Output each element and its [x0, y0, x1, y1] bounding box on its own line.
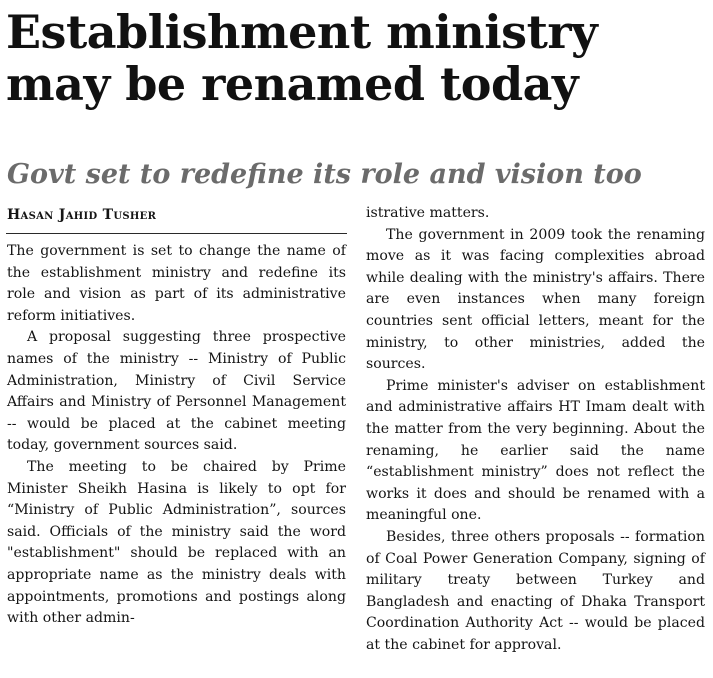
headline-line-1: Establishment ministry — [6, 5, 598, 59]
subheadline: Govt set to redefine its role and vision too — [7, 159, 642, 190]
byline: Hasan Jahid Tusher — [7, 207, 157, 223]
paragraph: The government in 2009 took the renaming move as it was facing complexities abroad while dealing with the ministry's affairs. There are even instances when many foreign countries sent official letters, meant for the ministry, to other ministries, added the sources. — [366, 226, 705, 373]
paragraph: A proposal suggesting three prospective names of the ministry -- Ministry of Public Administration, Ministry of Civil Service Affairs and Ministry of Personnel Management -- would be placed at the cabinet meeting today, government sources said. — [7, 329, 346, 454]
left-column — [7, 241, 346, 630]
paragraph: Prime minister's adviser on establishment and administrative affairs HT Imam dealt with the matter from the very beginning. About the renaming, he earlier said the name “establishment ministry” does not reflect the works it does and should be renamed with a meaningful one. — [366, 377, 705, 524]
headline-line-2: may be renamed today — [6, 57, 579, 111]
right-column — [366, 203, 705, 656]
headline — [6, 6, 711, 110]
paragraph: The government is set to change the name of the establishment ministry and redefine its role and vision as part of its administrative reform initiatives. — [7, 243, 346, 324]
paragraph: Besides, three others proposals -- formation of Coal Power Generation Company, signing of military treaty between Turkey and Bangladesh and enacting of Dhaka Transport Coordination Authority Act -- would be placed at the cabinet for approval. — [366, 528, 705, 653]
paragraph-continued: istrative matters. — [366, 205, 490, 221]
paragraph: The meeting to be chaired by Prime Minister Sheikh Hasina is likely to opt for “Ministry of Public Administration”, sources said. Officials of the ministry said the word "establishment" should be replaced with an appropriate name as the ministry deals with appointments, promotions and postings along with other admin- — [7, 458, 346, 627]
byline-divider — [6, 233, 347, 234]
